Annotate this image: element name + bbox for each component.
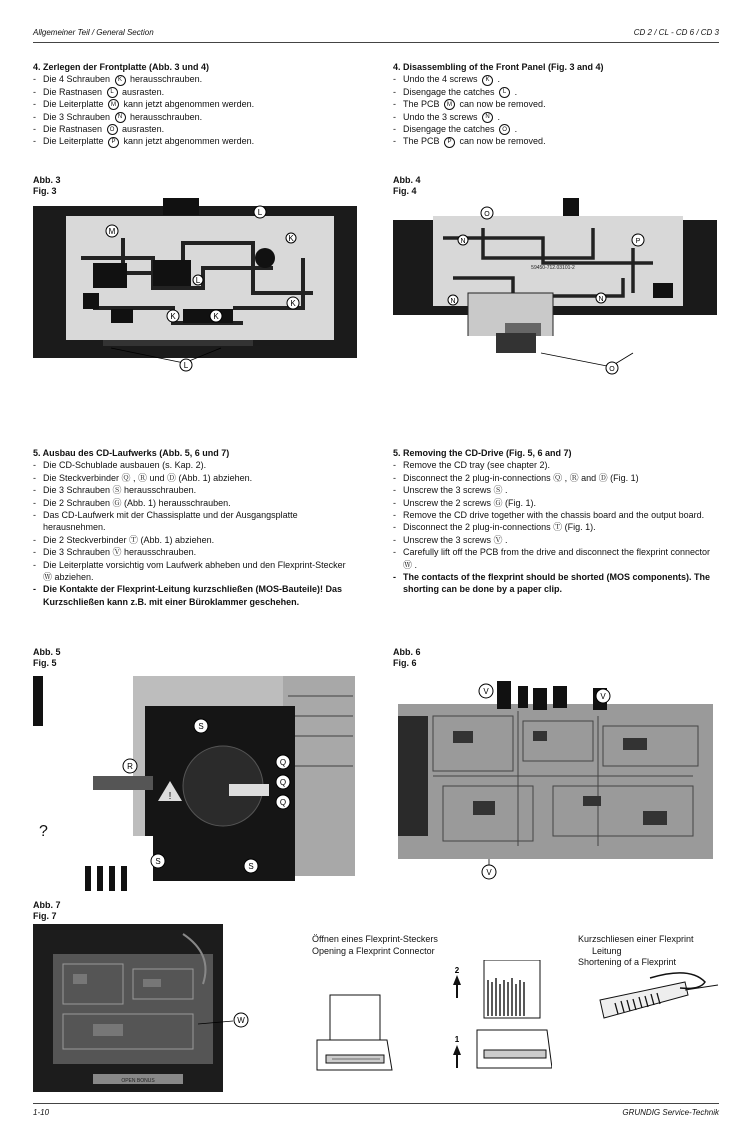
section5-en-item: - Remove the CD drive together with the chassis board and the output board. [393, 509, 715, 521]
fig6-mark-v-top-left: V [483, 687, 489, 696]
reference-mark-icon: L [107, 87, 118, 98]
svg-text:K: K [213, 312, 219, 321]
fig7-fig-label: Fig. 7 [33, 911, 57, 921]
fig5-photo [33, 676, 355, 894]
reference-mark-icon: N [115, 112, 126, 123]
flexprint-short-illustration [590, 970, 720, 1030]
footer-publisher: GRUNDIG Service-Technik [622, 1108, 719, 1117]
section5-english [393, 447, 715, 596]
fig5-caption [33, 647, 61, 669]
fig5-mark-s-right: S [248, 862, 254, 871]
fig7-caption [33, 900, 61, 922]
page-number: 1-10 [33, 1108, 50, 1117]
fig6-fig-label: Fig. 6 [393, 658, 417, 668]
header-left: Allgemeiner Teil / General Section [33, 28, 154, 37]
reference-mark-icon: P [444, 137, 455, 148]
fig4-pcb-label: 59450-712.03101-2 [531, 265, 575, 271]
flexprint-open-line2: Opening a Flexprint Connector [312, 945, 435, 956]
fig5-fig-label: Fig. 5 [33, 658, 57, 668]
svg-text:L: L [195, 276, 201, 285]
reference-mark-icon: M [108, 99, 119, 110]
section5-en-list [393, 459, 715, 595]
fig7-abb-label: Abb. 7 [33, 900, 61, 910]
svg-text:K: K [288, 234, 294, 243]
flexprint-open-step2: 2 [454, 966, 460, 975]
section4-de-list [33, 73, 355, 147]
fig6-mark-v-bottom: V [486, 868, 492, 877]
fig5-mark-r: R [127, 762, 133, 771]
fig4-abb-label: Abb. 4 [393, 175, 421, 185]
fig7-photo [33, 924, 263, 1092]
section5-en-item: - Disconnect the 2 plug-in-connections Ⓣ (Fig. 1). [393, 521, 715, 533]
fig6-caption [393, 647, 421, 669]
section4-en-title: 4. Disassembling of the Front Panel (Fig. 3 and 4) [393, 62, 604, 72]
section5-en-item: - Unscrew the 3 screws Ⓢ . [393, 484, 715, 496]
section5-en-item: - Disconnect the 2 plug-in-connections Ⓠ , Ⓡ and Ⓓ (Fig. 1) [393, 472, 715, 484]
fig6-abb-label: Abb. 6 [393, 647, 421, 657]
fig5-mark-s-top: S [198, 722, 204, 731]
flexprint-short-line2: Leitung [592, 945, 622, 956]
fig3-fig-label: Fig. 3 [33, 186, 57, 196]
section5-de-item: - Die Kontakte der Flexprint-Leitung kurzschließen (MOS-Bauteile)! Das Kurzschließen kann z.B. mit einer Büroklammer geschehen. [33, 583, 355, 608]
section5-de-item: - Die 2 Schrauben Ⓖ (Abb. 1) herausschrauben. [33, 497, 355, 509]
section4-en-item: - Undo the 4 screws K . [393, 73, 715, 85]
reference-mark-icon: N [482, 112, 493, 123]
fig5-mark-s-left: S [155, 857, 161, 866]
fig3-mark-l-top: L [257, 208, 263, 217]
fig5-cd-drive-image [33, 676, 355, 894]
svg-text:Q: Q [279, 798, 287, 807]
section4-en-item: - Undo the 3 screws N . [393, 111, 715, 123]
section5-en-item: - The contacts of the flexprint should be shorted (MOS components). The shorting can be done by a paper clip. [393, 571, 715, 596]
header-right: CD 2 / CL - CD 6 / CD 3 [633, 28, 719, 37]
reference-mark-icon: K [115, 75, 126, 86]
reference-mark-icon: L [499, 87, 510, 98]
reference-mark-icon: O [107, 124, 118, 135]
svg-text:N: N [450, 298, 456, 305]
section5-german [33, 447, 355, 608]
fig3-abb-label: Abb. 3 [33, 175, 61, 185]
section4-de-item: - Die Leiterplatte M kann jetzt abgenommen werden. [33, 98, 355, 110]
section4-de-item: - Die 3 Schrauben N herausschrauben. [33, 111, 355, 123]
reference-mark-icon: K [482, 75, 493, 86]
fig3-mark-m: M [108, 227, 116, 236]
fig4-fig-label: Fig. 4 [393, 186, 417, 196]
fig3-front-panel-pcb-image [33, 198, 357, 373]
section4-german [33, 61, 355, 148]
section4-en-item: - Disengage the catches O . [393, 123, 715, 135]
section4-en-item: - Disengage the catches L . [393, 86, 715, 98]
flexprint-open-caption [312, 934, 438, 957]
section5-de-item: - Die Leiterplatte vorsichtig vom Laufwerk abheben und den Flexprint-Stecker Ⓦ abziehen. [33, 559, 355, 584]
fig6-chassis-board-image [393, 676, 717, 886]
fig4-mark-o-bottom: O [609, 366, 615, 373]
flexprint-open-step1: 1 [454, 1035, 460, 1044]
section4-de-item: - Die Rastnasen L ausrasten. [33, 86, 355, 98]
svg-text:OPEN BONUS: OPEN BONUS [121, 1078, 155, 1084]
section5-de-list [33, 459, 355, 608]
fig3-mark-k: K [170, 312, 176, 321]
section5-de-item: - Die 3 Schrauben Ⓢ herausschrauben. [33, 484, 355, 496]
fig3-photo [33, 198, 357, 373]
section4-en-item: - The PCB P can now be removed. [393, 135, 715, 147]
fig6-photo [393, 676, 717, 886]
svg-text:?: ? [39, 823, 48, 840]
fig5-abb-label: Abb. 5 [33, 647, 61, 657]
flexprint-open-diagram [312, 960, 552, 1090]
fig6-mark-v-top-right: V [600, 692, 606, 701]
section4-en-list [393, 73, 715, 147]
section5-de-item: - Das CD-Laufwerk mit der Chassisplatte und der Ausgangsplatte herausnehmen. [33, 509, 355, 534]
section5-de-item: - Die 3 Schrauben Ⓥ herausschrauben. [33, 546, 355, 558]
fig4-caption [393, 175, 421, 197]
section5-en-title: 5. Removing the CD-Drive (Fig. 5, 6 and 7) [393, 448, 572, 458]
section5-en-item: - Remove the CD tray (see chapter 2). [393, 459, 715, 471]
section5-de-item: - Die CD-Schublade ausbauen (s. Kap. 2). [33, 459, 355, 471]
svg-text:N: N [598, 296, 604, 303]
flexprint-short-diagram [590, 970, 720, 1030]
svg-text:!: ! [168, 791, 172, 802]
section4-de-item: - Die Rastnasen O ausrasten. [33, 123, 355, 135]
section5-en-item: - Carefully lift off the PCB from the drive and disconnect the flexprint connector Ⓦ . [393, 546, 715, 571]
reference-mark-icon: P [108, 137, 119, 148]
fig4-mark-p: P [635, 238, 641, 245]
svg-text:K: K [290, 299, 296, 308]
section5-de-item: - Die 2 Steckverbinder Ⓣ (Abb. 1) abziehen. [33, 534, 355, 546]
flexprint-short-line1: Kurzschliesen einer Flexprint [578, 934, 694, 944]
footer-rule [33, 1103, 719, 1104]
section4-de-title: 4. Zerlegen der Frontplatte (Abb. 3 und 4) [33, 62, 210, 72]
section5-en-item: - Unscrew the 3 screws Ⓥ . [393, 534, 715, 546]
fig4-photo [393, 198, 717, 376]
flexprint-short-caption [578, 934, 694, 969]
flexprint-open-line1: Öffnen eines Flexprint-Steckers [312, 934, 438, 944]
section4-de-item: - Die 4 Schrauben K herausschrauben. [33, 73, 355, 85]
svg-text:Q: Q [279, 778, 287, 787]
fig7-mark-w: W [237, 1016, 245, 1025]
fig4-mark-n: N [460, 238, 466, 245]
fig4-mark-o-top: O [484, 211, 490, 218]
header-rule [33, 42, 719, 43]
fig3-mark-l-bottom: L [183, 361, 189, 370]
section4-english [393, 61, 715, 148]
fig3-caption [33, 175, 61, 197]
section5-de-item: - Die Steckverbinder Ⓠ , Ⓡ und Ⓓ (Abb. 1) abziehen. [33, 472, 355, 484]
reference-mark-icon: M [444, 99, 455, 110]
fig5-mark-q1: Q [279, 758, 287, 767]
fig7-flexprint-image [33, 924, 263, 1092]
section4-en-item: - The PCB M can now be removed. [393, 98, 715, 110]
section5-en-item: - Unscrew the 2 screws Ⓖ (Fig. 1). [393, 497, 715, 509]
flexprint-short-line3: Shortening of a Flexprint [578, 957, 677, 967]
section4-de-item: - Die Leiterplatte P kann jetzt abgenommen werden. [33, 135, 355, 147]
flexprint-open-illustration [312, 960, 552, 1090]
fig4-front-panel-pcb-image [393, 198, 717, 376]
section5-de-title: 5. Ausbau des CD-Laufwerks (Abb. 5, 6 und 7) [33, 448, 230, 458]
reference-mark-icon: O [499, 124, 510, 135]
